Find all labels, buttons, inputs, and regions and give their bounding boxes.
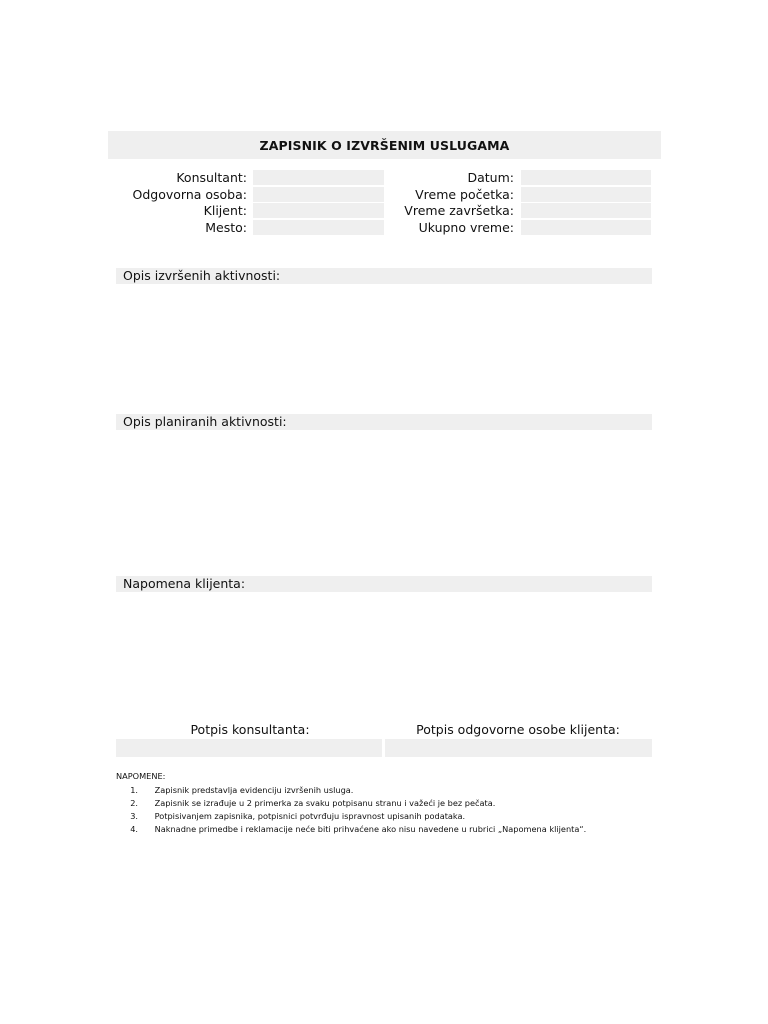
completed-activities-header: Opis izvršenih aktivnosti:	[116, 268, 652, 284]
note-number: 1.	[130, 785, 138, 795]
end-time-field[interactable]	[521, 203, 651, 218]
consultant-field[interactable]	[253, 170, 384, 185]
label-date: Datum:	[467, 170, 514, 185]
note-text: Zapisnik se izrađuje u 2 primerka za svaku potpisanu stranu i važeći je bez pečata.	[154, 798, 496, 808]
client-signature-label: Potpis odgovorne osobe klijenta:	[416, 722, 620, 737]
label-consultant: Konsultant:	[176, 170, 247, 185]
completed-activities-area[interactable]	[116, 285, 652, 410]
client-signature-field[interactable]	[385, 739, 652, 757]
label-client: Klijent:	[203, 203, 247, 218]
start-time-field[interactable]	[521, 187, 651, 202]
label-responsible-person: Odgovorna osoba:	[132, 187, 247, 202]
label-location: Mesto:	[205, 220, 247, 235]
consultant-signature-field[interactable]	[116, 739, 382, 757]
note-number: 2.	[130, 798, 138, 808]
document-title-bar	[108, 131, 661, 159]
note-text: Zapisnik predstavlja evidenciju izvršenih usluga.	[154, 785, 354, 795]
note-item	[116, 784, 353, 797]
note-number: 3.	[130, 811, 138, 821]
consultant-signature-label: Potpis konsultanta:	[190, 722, 310, 737]
note-item	[116, 797, 495, 810]
note-item	[116, 823, 586, 836]
notes-heading: NAPOMENE:	[116, 771, 166, 781]
note-text: Potpisivanjem zapisnika, potpisnici potvrđuju ispravnost upisanih podataka.	[154, 811, 466, 821]
label-total-time: Ukupno vreme:	[418, 220, 514, 235]
client-note-header: Napomena klijenta:	[116, 576, 652, 592]
client-field[interactable]	[253, 203, 384, 218]
note-text: Naknadne primedbe i reklamacije neće biti prihvaćene ako nisu navedene u rubrici „Napomena klijenta“.	[154, 824, 587, 834]
total-time-field[interactable]	[521, 220, 651, 235]
location-field[interactable]	[253, 220, 384, 235]
date-field[interactable]	[521, 170, 651, 185]
planned-activities-area[interactable]	[116, 431, 652, 571]
note-item	[116, 810, 465, 823]
note-number: 4.	[130, 824, 138, 834]
client-note-area[interactable]	[116, 593, 652, 713]
planned-activities-header: Opis planiranih aktivnosti:	[116, 414, 652, 430]
label-start-time: Vreme početka:	[415, 187, 514, 202]
responsible-person-field[interactable]	[253, 187, 384, 202]
document-title: ZAPISNIK O IZVRŠENIM USLUGAMA	[259, 137, 510, 153]
label-end-time: Vreme završetka:	[404, 203, 514, 218]
